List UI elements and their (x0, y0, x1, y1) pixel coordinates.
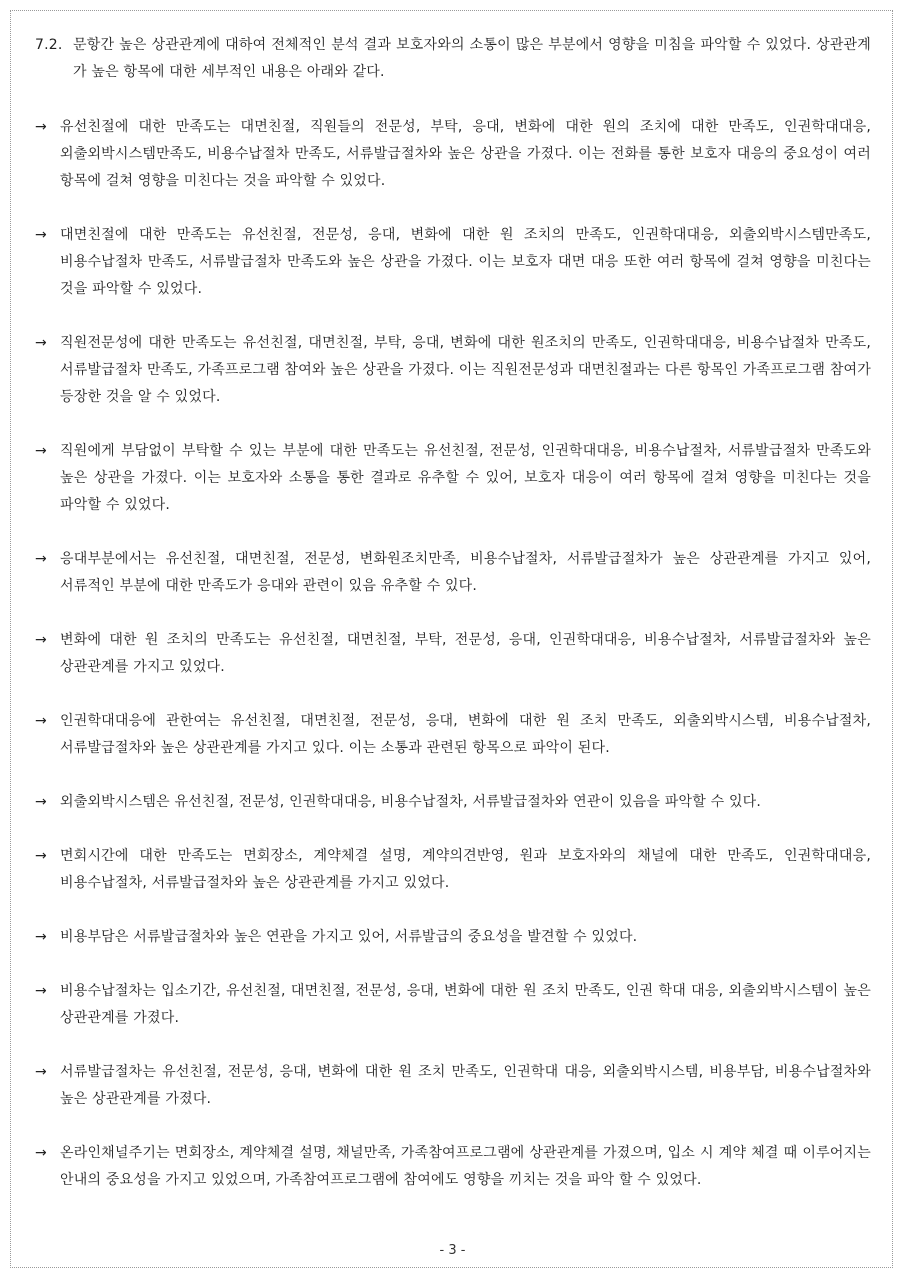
list-item (35, 978, 871, 1032)
list-item (35, 438, 871, 519)
list-item-text: 서류발급절차는 유선친절, 전문성, 응대, 변화에 대한 원 조치 만족도, 인권학대 대응, 외출외박시스템, 비용부담, 비용수납절차와 높은 상관관계를 가졌다. (60, 1064, 871, 1107)
list-item (35, 789, 871, 816)
list-item (35, 843, 871, 897)
list-item-text: 변화에 대한 원 조치의 만족도는 유선친절, 대면친절, 부탁, 전문성, 응대, 인권학대대응, 비용수납절차, 서류발급절차와 높은 상관관계를 가지고 있었다. (60, 632, 871, 675)
list-item-text: 인권학대대응에 관한여는 유선친절, 대면친절, 전문성, 응대, 변화에 대한 원 조치 만족도, 외출외박시스템, 비용수납절차, 서류발급절차와 높은 상관관계를 가지고 있다. 이는 소통과 관련된 항목으로 파악이 된다. (60, 713, 871, 756)
arrow-right-icon: → (35, 1064, 47, 1080)
list-item-text: 면회시간에 대한 만족도는 면회장소, 계약체결 설명, 계약의견반영, 원과 보호자와의 채널에 대한 만족도, 인권학대대응, 비용수납절차, 서류발급절차와 높은 상관관계를 가지고 있었다. (60, 848, 871, 891)
list-item-text: 온라인채널주기는 면회장소, 계약체결 설명, 채널만족, 가족참여프로그램에 상관관계를 가졌으며, 입소 시 계약 체결 때 이루어지는 안내의 중요성을 가지고 있었으며, 가족참여프로그램에 참여에도 영향을 끼치는 것을 파악 할 수 있었다. (60, 1145, 871, 1188)
list-item-text: 비용부담은 서류발급절차와 높은 연관을 가지고 있어, 서류발급의 중요성을 발견할 수 있었다. (60, 929, 638, 945)
arrow-right-icon: → (35, 443, 47, 459)
list-item (35, 627, 871, 681)
list-item (35, 114, 871, 195)
list-item-text: 비용수납절차는 입소기간, 유선친절, 대면친절, 전문성, 응대, 변화에 대한 원 조치 만족도, 인권 학대 대응, 외출외박시스템이 높은 상관관계를 가졌다. (60, 983, 871, 1026)
section-number: 7.2. (35, 37, 63, 53)
list-item (35, 708, 871, 762)
arrow-right-icon: → (35, 983, 47, 999)
list-item (35, 1140, 871, 1194)
arrow-right-icon: → (35, 551, 47, 567)
arrow-right-icon: → (35, 713, 47, 729)
page-number: - 3 - (439, 1243, 466, 1258)
arrow-right-icon: → (35, 848, 47, 864)
list-item-text: 외출외박시스템은 유선친절, 전문성, 인권학대대응, 비용수납절차, 서류발급절차와 연관이 있음을 파악할 수 있다. (60, 794, 762, 810)
list-item-text: 유선친절에 대한 만족도는 대면친절, 직원들의 전문성, 부탁, 응대, 변화에 대한 원의 조치에 대한 만족도, 인권학대대응, 외출외박시스템만족도, 비용수납절차 만족도, 서류발급절차와 높은 상관을 가졌다. 이는 전화를 통한 보호자 대응의 중요성이 여러 항목에 걸쳐 영향을 미친다는 것을 파악할 수 있었다. (60, 119, 871, 189)
list-item (35, 924, 871, 951)
list-item (35, 330, 871, 411)
section-intro-text: 문항간 높은 상관관계에 대하여 전체적인 분석 결과 보호자와의 소통이 많은 부분에서 영향을 미침을 파악할 수 있었다. 상관관계가 높은 항목에 대한 세부적인 내용은 아래와 같다. (73, 37, 871, 80)
arrow-right-icon: → (35, 1145, 47, 1161)
list-item (35, 1059, 871, 1113)
arrow-right-icon: → (35, 929, 47, 945)
document-body (35, 32, 871, 1221)
arrow-right-icon: → (35, 794, 47, 810)
list-item-text: 직원전문성에 대한 만족도는 유선친절, 대면친절, 부탁, 응대, 변화에 대한 원조치의 만족도, 인권학대대응, 비용수납절차 만족도, 서류발급절차 만족도, 가족프로그램 참여와 높은 상관을 가졌다. 이는 직원전문성과 대면친절과는 다른 항목인 가족프로그램 참여가 등장한 것을 알 수 있었다. (60, 335, 871, 405)
list-item-text: 응대부분에서는 유선친절, 대면친절, 전문성, 변화원조치만족, 비용수납절차, 서류발급절차가 높은 상관관계를 가지고 있어, 서류적인 부분에 대한 만족도가 응대와 관련이 있음 유추할 수 있다. (60, 551, 871, 594)
list-item-text: 대면친절에 대한 만족도는 유선친절, 전문성, 응대, 변화에 대한 원 조치의 만족도, 인권학대대응, 외출외박시스템만족도, 비용수납절차 만족도, 서류발급절차 만족도와 높은 상관을 가졌다. 이는 보호자 대면 대응 또한 여러 항목에 걸쳐 영향을 미친다는 것을 파악할 수 있었다. (60, 227, 871, 297)
list-item-text: 직원에게 부담없이 부탁할 수 있는 부분에 대한 만족도는 유선친절, 전문성, 인권학대대응, 비용수납절차, 서류발급절차 만족도와 높은 상관을 가졌다. 이는 보호자와 소통을 통한 결과로 유추할 수 있어, 보호자 대응이 여러 항목에 걸쳐 영향을 미친다는 것을 파악할 수 있었다. (60, 443, 871, 513)
arrow-right-icon: → (35, 335, 47, 351)
section-heading (35, 32, 871, 86)
list-item (35, 546, 871, 600)
arrow-right-icon: → (35, 632, 47, 648)
list-item (35, 222, 871, 303)
arrow-right-icon: → (35, 227, 47, 243)
arrow-right-icon: → (35, 119, 47, 135)
